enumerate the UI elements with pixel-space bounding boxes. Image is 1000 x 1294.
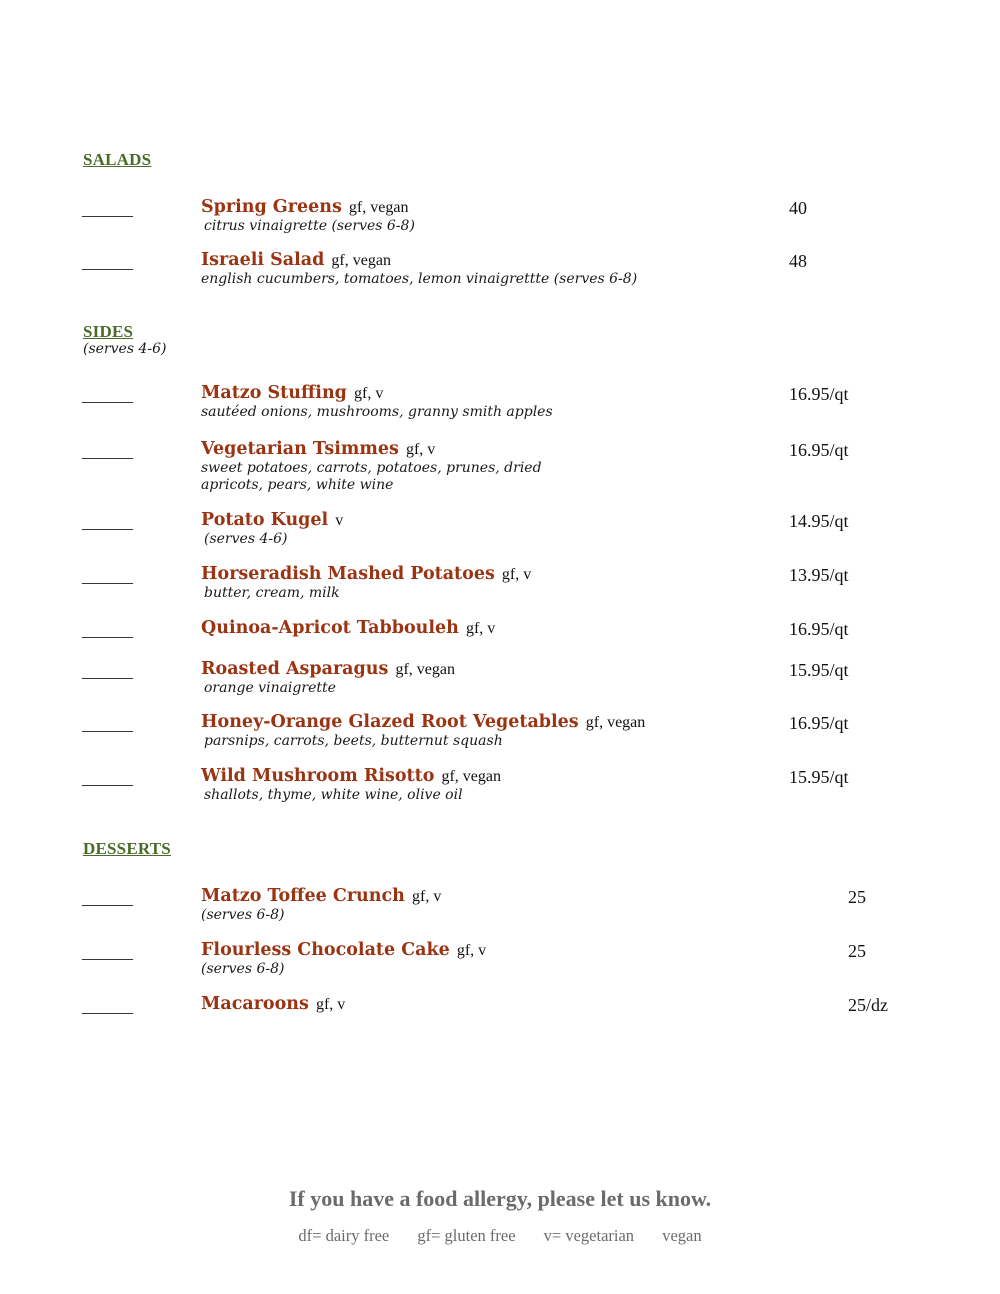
order-blank: ______ xyxy=(82,200,133,219)
item-name: Quinoa-Apricot Tabbouleh xyxy=(201,618,459,638)
order-blank: ______ xyxy=(82,769,133,788)
item-name: Macaroons xyxy=(201,994,309,1014)
item-price: 14.95/qt xyxy=(789,511,849,531)
menu-item xyxy=(0,886,1000,941)
item-name: Matzo Stuffing xyxy=(201,383,347,403)
item-price: 16.95/qt xyxy=(789,713,849,733)
item-description: shallots, thyme, white wine, olive oil xyxy=(204,787,463,803)
item-name: Roasted Asparagus xyxy=(201,659,389,679)
item-description: sweet potatoes, carrots, potatoes, prunes, dried apricots, pears, white wine xyxy=(201,460,542,493)
order-blank: ______ xyxy=(82,997,133,1016)
order-blank: ______ xyxy=(82,253,133,272)
item-tags: gf, vegan xyxy=(331,252,391,269)
order-blank: ______ xyxy=(82,513,133,532)
item-name: Honey-Orange Glazed Root Vegetables xyxy=(201,712,579,732)
item-description: (serves 4-6) xyxy=(204,531,288,547)
item-tags: gf, v xyxy=(405,441,436,458)
menu-item xyxy=(0,383,1000,438)
item-tags: gf, v xyxy=(315,996,346,1013)
order-blank: ______ xyxy=(82,386,133,405)
item-price: 48 xyxy=(789,251,807,271)
menu-item xyxy=(0,510,1000,565)
item-name: Horseradish Mashed Potatoes xyxy=(201,564,495,584)
item-price: 25/dz xyxy=(848,995,888,1015)
item-name: Wild Mushroom Risotto xyxy=(201,766,435,786)
section-heading-sides: SIDES xyxy=(83,322,134,341)
item-tags: gf, vegan xyxy=(395,661,455,678)
item-name: Matzo Toffee Crunch xyxy=(201,886,405,906)
item-tags: gf, vegan xyxy=(585,714,646,731)
item-tags: gf, vegan xyxy=(348,199,409,216)
item-tags: v xyxy=(335,512,344,529)
item-price: 16.95/qt xyxy=(789,440,849,460)
item-name: Spring Greens xyxy=(201,197,342,217)
item-name: Potato Kugel xyxy=(201,510,329,530)
item-price: 15.95/qt xyxy=(789,660,849,680)
legend-item-vegetarian: v= vegetarian xyxy=(543,1226,635,1245)
menu-item xyxy=(0,712,1000,767)
order-blank: ______ xyxy=(82,567,133,586)
item-name: Vegetarian Tsimmes xyxy=(201,439,399,459)
legend-item-gluten-free: gf= gluten free xyxy=(417,1226,516,1245)
section-note: (serves 4-6) xyxy=(83,341,167,357)
item-description: orange vinaigrette xyxy=(204,680,336,696)
item-price: 16.95/qt xyxy=(789,619,849,639)
menu-item xyxy=(0,659,1000,714)
menu-item xyxy=(0,564,1000,619)
item-price: 15.95/qt xyxy=(789,767,849,787)
order-blank: ______ xyxy=(82,662,133,681)
item-tags: gf, v xyxy=(501,566,532,583)
item-tags: gf, v xyxy=(411,888,442,905)
item-tags: gf, v xyxy=(465,620,496,637)
order-blank: ______ xyxy=(82,621,133,640)
item-tags: gf, v xyxy=(456,942,487,959)
order-blank: ______ xyxy=(82,715,133,734)
item-price: 16.95/qt xyxy=(789,384,849,404)
item-description: english cucumbers, tomatoes, lemon vinaigrettte (serves 6-8) xyxy=(201,271,638,287)
item-name: Israeli Salad xyxy=(201,250,325,270)
section-heading-salads: SALADS xyxy=(83,150,152,169)
menu-item xyxy=(0,766,1000,821)
legend-item-vegan: vegan xyxy=(662,1226,702,1245)
allergy-notice: If you have a food allergy, please let us know. xyxy=(288,1186,712,1211)
item-description: butter, cream, milk xyxy=(204,585,340,601)
item-description: parsnips, carrots, beets, butternut squash xyxy=(204,733,503,749)
order-blank: ______ xyxy=(82,442,133,461)
order-blank: ______ xyxy=(82,943,133,962)
menu-item xyxy=(0,439,1000,494)
item-price: 13.95/qt xyxy=(789,565,849,585)
section-heading-desserts: DESSERTS xyxy=(83,839,171,858)
item-price: 25 xyxy=(848,941,866,961)
item-price: 25 xyxy=(848,887,866,907)
item-name: Flourless Chocolate Cake xyxy=(201,940,450,960)
item-description: (serves 6-8) xyxy=(201,961,285,977)
item-tags: gf, vegan xyxy=(441,768,501,785)
item-price: 40 xyxy=(789,198,807,218)
order-blank: ______ xyxy=(82,889,133,908)
diet-legend xyxy=(0,1226,1000,1246)
menu-item xyxy=(0,994,1000,1049)
menu-item xyxy=(0,250,1000,305)
item-description: sautéed onions, mushrooms, granny smith apples xyxy=(201,404,553,420)
item-tags: gf, v xyxy=(354,385,384,402)
item-description: (serves 6-8) xyxy=(201,907,285,923)
menu-item xyxy=(0,197,1000,252)
item-description: citrus vinaigrette (serves 6-8) xyxy=(204,218,415,234)
legend-item-dairy-free: df= dairy free xyxy=(298,1226,390,1245)
menu-item xyxy=(0,940,1000,995)
